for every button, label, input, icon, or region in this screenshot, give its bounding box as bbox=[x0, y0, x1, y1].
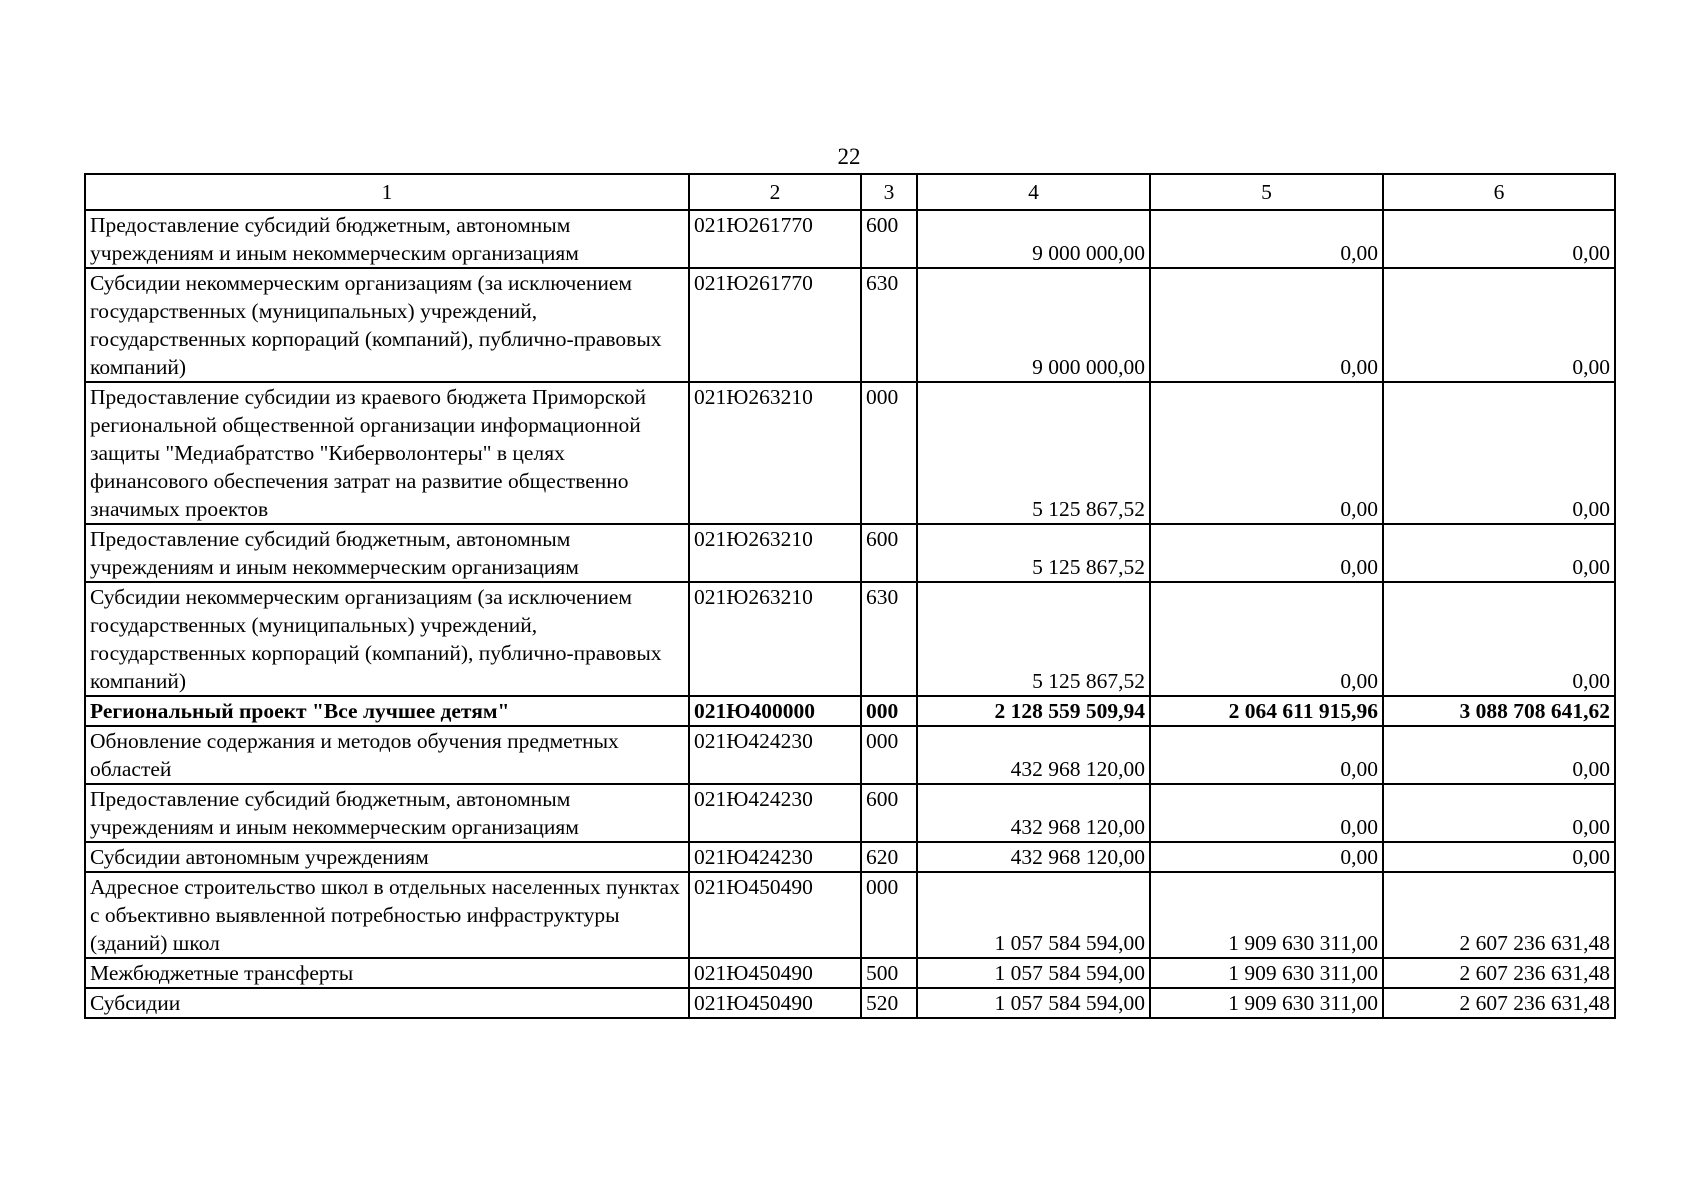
row-value-col5-cell: 2 064 611 915,96 bbox=[1150, 696, 1383, 726]
row-value-col4-cell: 1 057 584 594,00 bbox=[917, 872, 1150, 958]
row-code-cell: 021Ю450490 bbox=[689, 988, 861, 1018]
row-value-col5-cell: 0,00 bbox=[1150, 784, 1383, 842]
row-expense-type-cell: 000 bbox=[861, 872, 917, 958]
row-name-cell: Субсидии автономным учреждениям bbox=[85, 842, 689, 872]
header-col-1: 1 bbox=[85, 174, 689, 210]
row-name-cell: Предоставление субсидий бюджетным, автономным учреждениям и иным некоммерческим организациям bbox=[85, 784, 689, 842]
row-value-col5-cell: 0,00 bbox=[1150, 726, 1383, 784]
row-value-col4-cell: 2 128 559 509,94 bbox=[917, 696, 1150, 726]
row-value-col4-cell: 5 125 867,52 bbox=[917, 582, 1150, 696]
row-value-col4-cell: 432 968 120,00 bbox=[917, 784, 1150, 842]
row-value-col5-cell: 0,00 bbox=[1150, 382, 1383, 524]
header-col-4: 4 bbox=[917, 174, 1150, 210]
row-value-col6-cell: 0,00 bbox=[1383, 842, 1615, 872]
row-code-cell: 021Ю261770 bbox=[689, 210, 861, 268]
table-row bbox=[85, 268, 1615, 382]
header-col-3: 3 bbox=[861, 174, 917, 210]
row-expense-type-cell: 600 bbox=[861, 524, 917, 582]
row-name-cell: Субсидии некоммерческим организациям (за исключением государственных (муниципальных) учреждений, государственных корпораций (компаний), публично-правовых компаний) bbox=[85, 582, 689, 696]
row-name-cell: Региональный проект "Все лучшее детям" bbox=[85, 696, 689, 726]
row-name-cell: Субсидии bbox=[85, 988, 689, 1018]
row-code-cell: 021Ю450490 bbox=[689, 958, 861, 988]
row-value-col4-cell: 1 057 584 594,00 bbox=[917, 988, 1150, 1018]
table-row bbox=[85, 784, 1615, 842]
row-value-col4-cell: 432 968 120,00 bbox=[917, 842, 1150, 872]
row-name-cell: Предоставление субсидии из краевого бюджета Приморской региональной общественной организации информационной защиты "Медиабратство "Киберволонтеры" в целях финансового обеспечения затрат на развитие общественно значимых проектов bbox=[85, 382, 689, 524]
row-value-col4-cell: 432 968 120,00 bbox=[917, 726, 1150, 784]
row-code-cell: 021Ю263210 bbox=[689, 582, 861, 696]
row-value-col6-cell: 0,00 bbox=[1383, 726, 1615, 784]
header-col-2: 2 bbox=[689, 174, 861, 210]
row-value-col4-cell: 9 000 000,00 bbox=[917, 268, 1150, 382]
table-row bbox=[85, 382, 1615, 524]
row-value-col5-cell: 1 909 630 311,00 bbox=[1150, 958, 1383, 988]
row-expense-type-cell: 630 bbox=[861, 268, 917, 382]
row-code-cell: 021Ю261770 bbox=[689, 268, 861, 382]
row-value-col6-cell: 0,00 bbox=[1383, 268, 1615, 382]
row-name-cell: Обновление содержания и методов обучения предметных областей bbox=[85, 726, 689, 784]
row-expense-type-cell: 000 bbox=[861, 382, 917, 524]
table-row bbox=[85, 988, 1615, 1018]
row-expense-type-cell: 500 bbox=[861, 958, 917, 988]
table-row bbox=[85, 726, 1615, 784]
row-value-col6-cell: 2 607 236 631,48 bbox=[1383, 872, 1615, 958]
row-expense-type-cell: 600 bbox=[861, 210, 917, 268]
row-expense-type-cell: 000 bbox=[861, 696, 917, 726]
row-name-cell: Предоставление субсидий бюджетным, автономным учреждениям и иным некоммерческим организациям bbox=[85, 524, 689, 582]
row-value-col5-cell: 1 909 630 311,00 bbox=[1150, 872, 1383, 958]
table-row bbox=[85, 524, 1615, 582]
table-row bbox=[85, 210, 1615, 268]
page-number: 22 bbox=[837, 144, 861, 169]
row-code-cell: 021Ю400000 bbox=[689, 696, 861, 726]
row-value-col4-cell: 1 057 584 594,00 bbox=[917, 958, 1150, 988]
row-value-col5-cell: 0,00 bbox=[1150, 842, 1383, 872]
table-row bbox=[85, 696, 1615, 726]
row-name-cell: Предоставление субсидий бюджетным, автономным учреждениям и иным некоммерческим организациям bbox=[85, 210, 689, 268]
row-value-col4-cell: 9 000 000,00 bbox=[917, 210, 1150, 268]
row-value-col6-cell: 0,00 bbox=[1383, 582, 1615, 696]
row-value-col5-cell: 0,00 bbox=[1150, 268, 1383, 382]
table-body bbox=[85, 210, 1615, 1018]
row-value-col6-cell: 2 607 236 631,48 bbox=[1383, 988, 1615, 1018]
row-expense-type-cell: 000 bbox=[861, 726, 917, 784]
header-col-5: 5 bbox=[1150, 174, 1383, 210]
row-value-col5-cell: 0,00 bbox=[1150, 210, 1383, 268]
row-value-col6-cell: 0,00 bbox=[1383, 210, 1615, 268]
row-value-col5-cell: 0,00 bbox=[1150, 582, 1383, 696]
row-value-col4-cell: 5 125 867,52 bbox=[917, 382, 1150, 524]
row-name-cell: Адресное строительство школ в отдельных населенных пунктах с объективно выявленной потребностью инфраструктуры (зданий) школ bbox=[85, 872, 689, 958]
budget-table bbox=[84, 173, 1616, 1019]
row-value-col6-cell: 0,00 bbox=[1383, 784, 1615, 842]
table-row bbox=[85, 842, 1615, 872]
row-value-col6-cell: 0,00 bbox=[1383, 382, 1615, 524]
row-code-cell: 021Ю424230 bbox=[689, 842, 861, 872]
row-value-col5-cell: 1 909 630 311,00 bbox=[1150, 988, 1383, 1018]
row-name-cell: Субсидии некоммерческим организациям (за исключением государственных (муниципальных) учреждений, государственных корпораций (компаний), публично-правовых компаний) bbox=[85, 268, 689, 382]
table-row bbox=[85, 582, 1615, 696]
row-code-cell: 021Ю263210 bbox=[689, 382, 861, 524]
row-value-col6-cell: 3 088 708 641,62 bbox=[1383, 696, 1615, 726]
row-code-cell: 021Ю424230 bbox=[689, 726, 861, 784]
table-row bbox=[85, 872, 1615, 958]
table-header-row bbox=[85, 174, 1615, 210]
row-value-col5-cell: 0,00 bbox=[1150, 524, 1383, 582]
row-value-col6-cell: 0,00 bbox=[1383, 524, 1615, 582]
row-code-cell: 021Ю450490 bbox=[689, 872, 861, 958]
row-value-col6-cell: 2 607 236 631,48 bbox=[1383, 958, 1615, 988]
row-expense-type-cell: 630 bbox=[861, 582, 917, 696]
row-code-cell: 021Ю424230 bbox=[689, 784, 861, 842]
table-row bbox=[85, 958, 1615, 988]
row-expense-type-cell: 620 bbox=[861, 842, 917, 872]
row-value-col4-cell: 5 125 867,52 bbox=[917, 524, 1150, 582]
row-expense-type-cell: 600 bbox=[861, 784, 917, 842]
row-name-cell: Межбюджетные трансферты bbox=[85, 958, 689, 988]
header-col-6: 6 bbox=[1383, 174, 1615, 210]
row-expense-type-cell: 520 bbox=[861, 988, 917, 1018]
row-code-cell: 021Ю263210 bbox=[689, 524, 861, 582]
